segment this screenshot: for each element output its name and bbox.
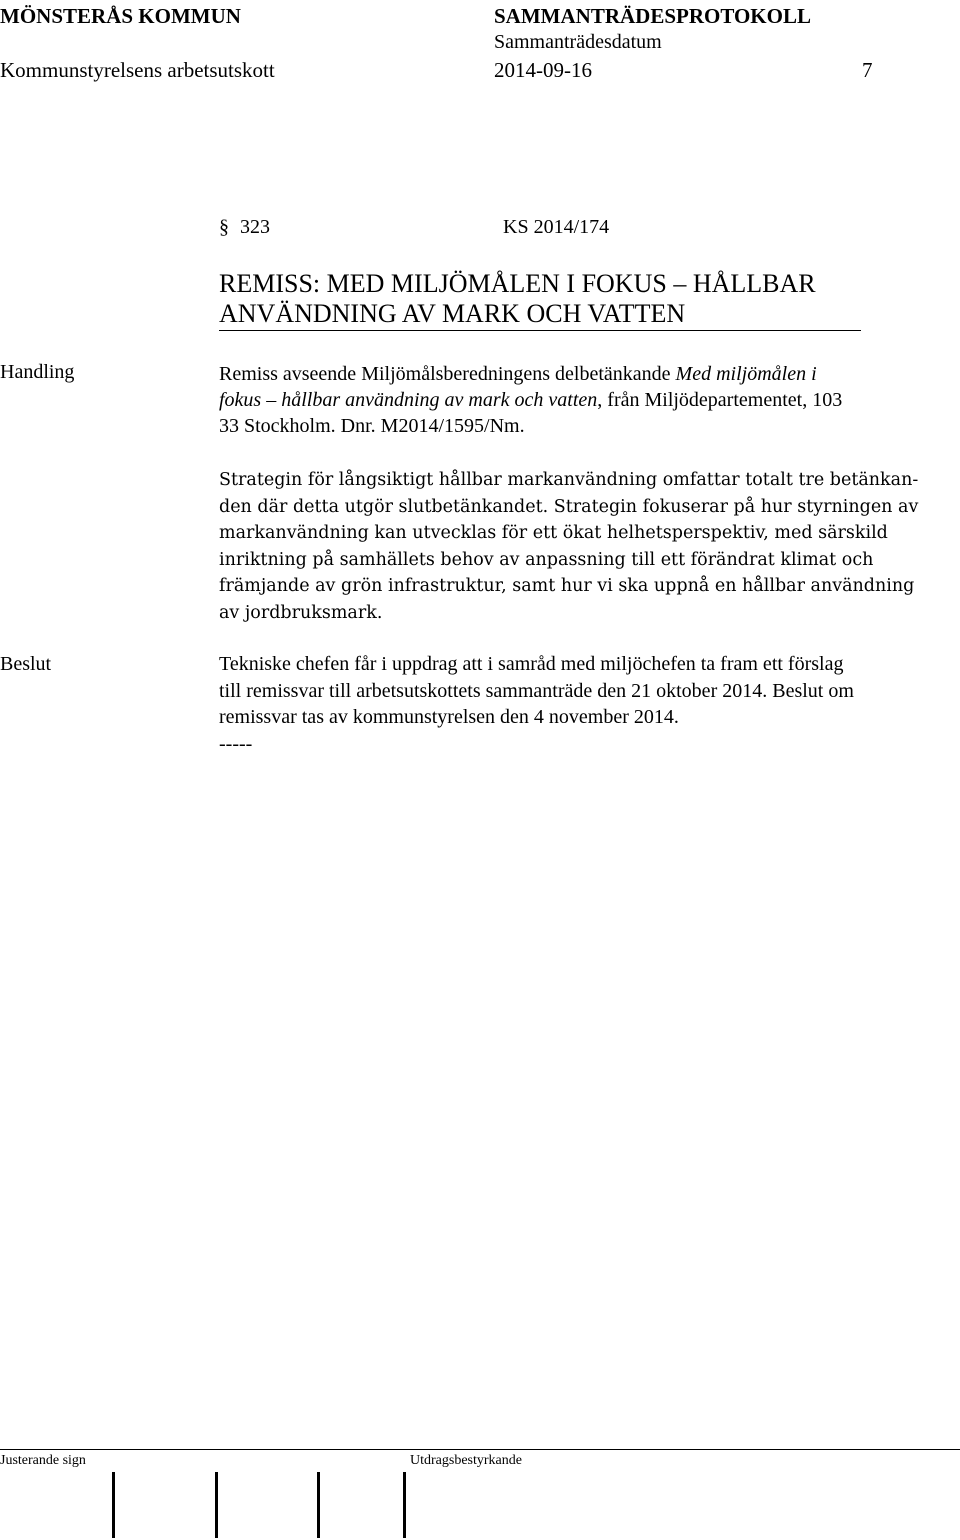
case-number: KS 2014/174 <box>503 216 610 238</box>
handling-para-line: inriktning på samhällets behov av anpassning till ett förändrat klimat och <box>219 549 874 570</box>
page-number: 7 <box>862 58 873 82</box>
beslut-label: Beslut <box>0 653 52 675</box>
signature-box-divider <box>317 1472 320 1538</box>
handling-line2 <box>219 387 842 413</box>
title-underline <box>219 330 861 331</box>
committee-name: Kommunstyrelsens arbetsutskott <box>0 58 275 82</box>
handling-para-line: av jordbruksmark. <box>219 602 383 623</box>
handling-report-title-part2: fokus – hållbar användning av mark och vatten <box>219 389 598 411</box>
document-type: SAMMANTRÄDESPROTOKOLL <box>494 4 811 28</box>
signature-box-divider <box>215 1472 218 1538</box>
paragraph-number: 323 <box>240 216 270 238</box>
handling-paragraph <box>219 467 918 626</box>
handling-label: Handling <box>0 361 75 383</box>
section-number-line <box>219 216 270 239</box>
section-title-line2: ANVÄNDNING AV MARK OCH VATTEN <box>219 299 686 328</box>
beslut-text <box>219 651 854 757</box>
handling-line1-text: Remiss avseende Miljömålsberedningens delbetänkande <box>219 363 676 385</box>
end-marker: ----- <box>219 732 253 755</box>
date-label: Sammanträdesdatum <box>494 31 662 53</box>
handling-line2-text: , från Miljödepartementet, 103 <box>597 389 843 411</box>
footer-justerande-label: Justerande sign <box>0 1453 86 1468</box>
beslut-line: till remissvar till arbetsutskottets sammanträde den 21 oktober 2014. Beslut om <box>219 679 854 702</box>
handling-para-line: Strategin för långsiktigt hållbar markanvändning omfattar totalt tre betänkan- <box>219 470 919 490</box>
handling-para-line: markanvändning kan utvecklas för ett ökat helhetsperspektiv, med särskild <box>219 523 888 543</box>
footer-utdrag-label: Utdragsbestyrkande <box>410 1453 522 1468</box>
handling-para-line: den där detta utgör slutbetänkandet. Strategin fokuserar på hur styrningen av <box>219 496 919 517</box>
beslut-line: Tekniske chefen får i uppdrag att i samråd med miljöchefen ta fram ett förslag <box>219 653 844 675</box>
footer-rule <box>0 1449 960 1450</box>
paragraph-sign: § <box>219 216 229 238</box>
signature-box-divider <box>403 1472 406 1538</box>
handling-para-line: främjande av grön infrastruktur, samt hur vi ska uppnå en hållbar användning <box>219 576 915 596</box>
beslut-line: remissvar tas av kommunstyrelsen den 4 november 2014. <box>219 706 679 728</box>
municipality-name: MÖNSTERÅS KOMMUN <box>0 4 241 28</box>
handling-line3: 33 Stockholm. Dnr. M2014/1595/Nm. <box>219 415 525 437</box>
handling-report-title-part1: Med miljömålen i <box>675 363 817 385</box>
section-title-line1: REMISS: MED MILJÖMÅLEN I FOKUS – HÅLLBAR <box>219 269 816 298</box>
handling-line1 <box>219 361 817 387</box>
signature-box-divider <box>112 1472 115 1538</box>
meeting-date: 2014-09-16 <box>494 58 592 82</box>
